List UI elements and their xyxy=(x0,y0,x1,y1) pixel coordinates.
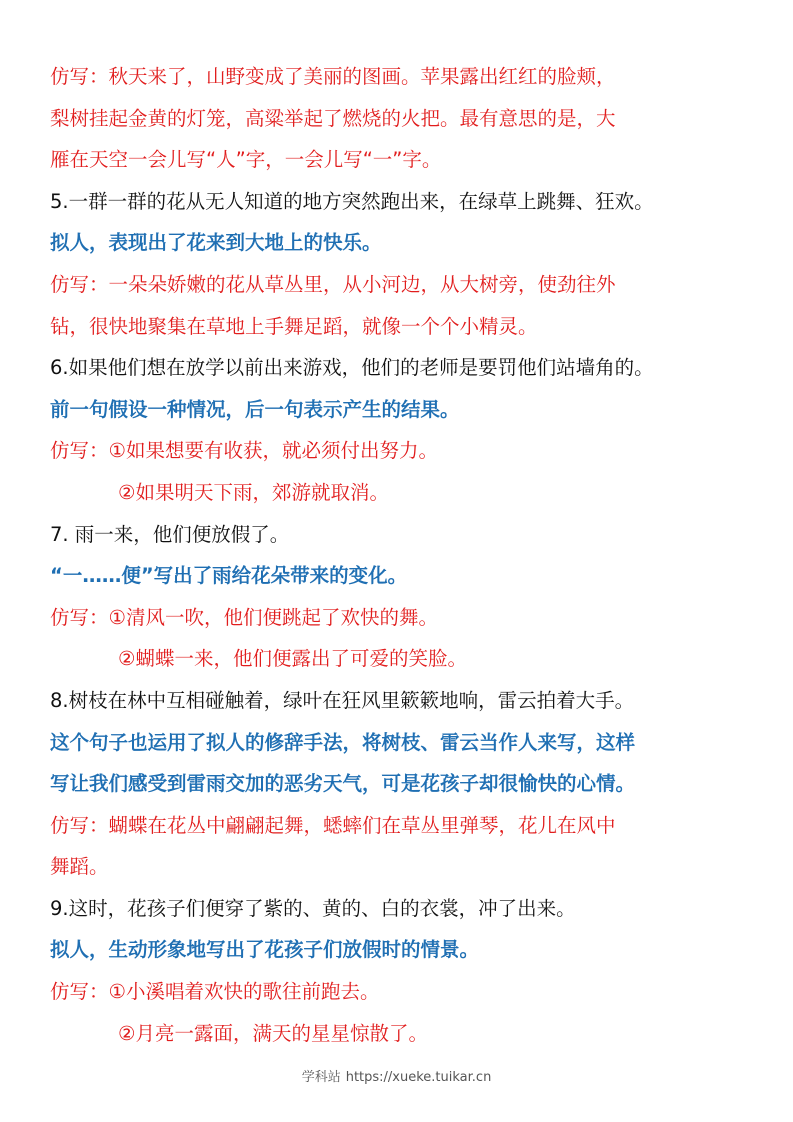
imitation-text-line: ②蝴蝶一来，他们便露出了可爱的笑脸。 xyxy=(118,647,467,671)
imitation-text-line: ②如果明天下雨，郊游就取消。 xyxy=(118,480,389,504)
imitation-text-line: 钻，很快地聚集在草地上手舞足蹈，就像一个个小精灵。 xyxy=(50,314,538,338)
example-sentence-8: 8.树枝在林中互相碰触着，绿叶在狂风里簌簌地响，雷云拍着大手。 xyxy=(50,688,635,712)
analysis-line: 这个句子也运用了拟人的修辞手法，将树枝、雷云当作人来写，这样 xyxy=(50,730,636,754)
footer-url-link[interactable]: https://xueke.tuikar.cn xyxy=(345,1070,492,1085)
document-body xyxy=(50,56,750,1054)
imitation-text-line: 梨树挂起金黄的灯笼，高粱举起了燃烧的火把。最有意思的是，大 xyxy=(50,106,616,130)
example-sentence-6: 6.如果他们想在放学以前出来游戏，他们的老师是要罚他们站墙角的。 xyxy=(50,356,654,380)
imitation-text-line: 仿写：①如果想要有收获，就必须付出努力。 xyxy=(50,439,438,463)
analysis-line: 写让我们感受到雷雨交加的恶劣天气，可是花孩子却很愉快的心情。 xyxy=(50,772,636,796)
analysis-line: 拟人，生动形象地写出了花孩子们放假时的情景。 xyxy=(50,938,480,962)
imitation-text-line: 仿写：一朵朵娇嫩的花从草丛里，从小河边，从大树旁，使劲往外 xyxy=(50,272,616,296)
imitation-text-line: 雁在天空一会儿写“人”字，一会儿写“一”字。 xyxy=(50,148,442,172)
page-footer xyxy=(0,1068,793,1088)
footer-site-name: 学科站 xyxy=(301,1070,341,1085)
imitation-text-line: 仿写：①清风一吹，他们便跳起了欢快的舞。 xyxy=(50,605,438,629)
imitation-text-line: 舞蹈。 xyxy=(50,855,109,879)
analysis-line: 前一句假设一种情况，后一句表示产生的结果。 xyxy=(50,397,460,421)
example-sentence-5: 5.一群一群的花从无人知道的地方突然跑出来，在绿草上跳舞、狂欢。 xyxy=(50,189,654,213)
example-sentence-7: 7. 雨一来，他们便放假了。 xyxy=(50,522,290,546)
imitation-text-line: 仿写：秋天来了，山野变成了美丽的图画。苹果露出红红的脸颊， xyxy=(50,65,616,88)
example-sentence-9: 9.这时，花孩子们便穿了紫的、黄的、白的衣裳，冲了出来。 xyxy=(50,896,576,920)
analysis-line: 拟人，表现出了花来到大地上的快乐。 xyxy=(50,231,382,255)
imitation-text-line: 仿写：①小溪唱着欢快的歌往前跑去。 xyxy=(50,980,380,1004)
imitation-text-line: ②月亮一露面，满天的星星惊散了。 xyxy=(118,1021,428,1045)
analysis-line: “一……便”写出了雨给花朵带来的变化。 xyxy=(50,564,408,588)
imitation-text-line: 仿写：蝴蝶在花丛中翩翩起舞，蟋蟀们在草丛里弹琴，花儿在风中 xyxy=(50,813,616,837)
